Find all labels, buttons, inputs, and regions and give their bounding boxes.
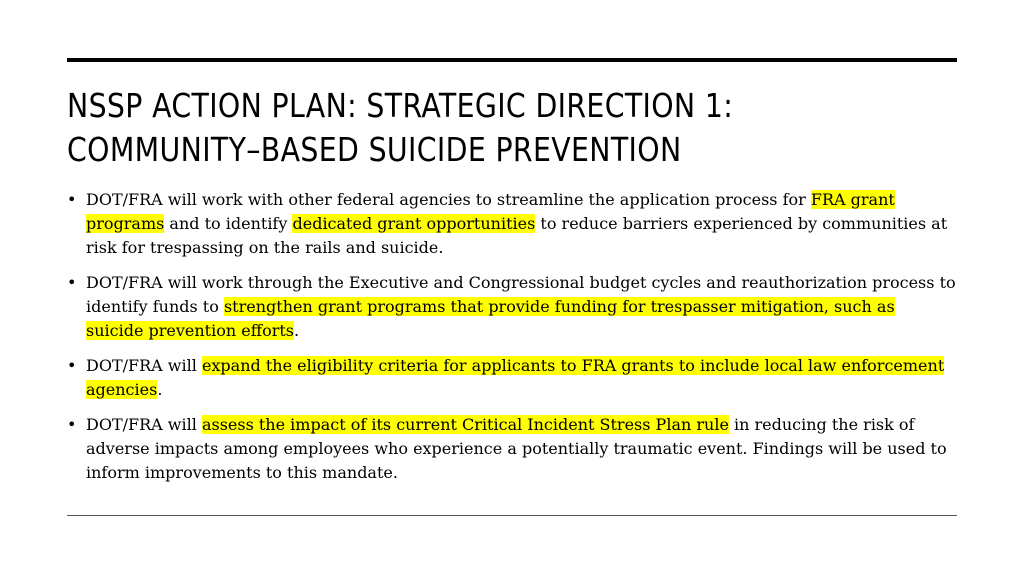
bullet-1-highlight-2: dedicated grant opportunities [292,214,536,233]
bottom-divider [67,515,957,516]
bullet-3-text-2: . [157,380,163,399]
bullet-4-highlight: assess the impact of its current Critical Incident Stress Plan rule [201,415,729,434]
bullet-list [67,188,957,496]
bullet-item-1 [67,188,957,260]
bullet-marker: • [67,273,77,292]
top-divider [67,58,957,62]
bullet-3-highlight: expand the eligibility criteria for applicants to FRA grants to include local law enforcement agencies [86,356,945,399]
bullet-marker: • [67,190,77,209]
bullet-1-text-2: and to identify [164,214,293,233]
bullet-marker: • [67,415,77,434]
bullet-2-text-2: . [294,321,300,340]
bullet-1-highlight-1: FRA grant programs [86,190,895,233]
slide-title-line-2: COMMUNITY–BASED SUICIDE PREVENTION [67,130,682,169]
bullet-2-highlight: strengthen grant programs that provide funding for trespasser mitigation, such as suicide prevention efforts [86,297,895,340]
bullet-item-4 [67,413,957,485]
slide-title [67,84,832,172]
bullet-item-3 [67,354,957,402]
bullet-2-text: DOT/FRA will work through the Executive and Congressional budget cycles and reauthorization process to identify funds to [86,273,956,316]
bullet-1-text-3: to reduce barriers experienced by communities at risk for trespassing on the rails and suicide. [86,214,948,257]
bullet-marker: • [67,356,77,375]
bullet-item-2 [67,271,957,343]
bullet-1-text: DOT/FRA will work with other federal agencies to streamline the application process for [86,190,811,209]
bullet-3-text: DOT/FRA will [86,356,202,375]
bullet-4-text-2: in reducing the risk of adverse impacts among employees who experience a potentially traumatic event. Findings will be used to inform improvements to this mandate. [86,415,947,482]
slide-title-line-1: NSSP ACTION PLAN: STRATEGIC DIRECTION 1: [67,86,734,125]
bullet-4-text: DOT/FRA will [86,415,202,434]
